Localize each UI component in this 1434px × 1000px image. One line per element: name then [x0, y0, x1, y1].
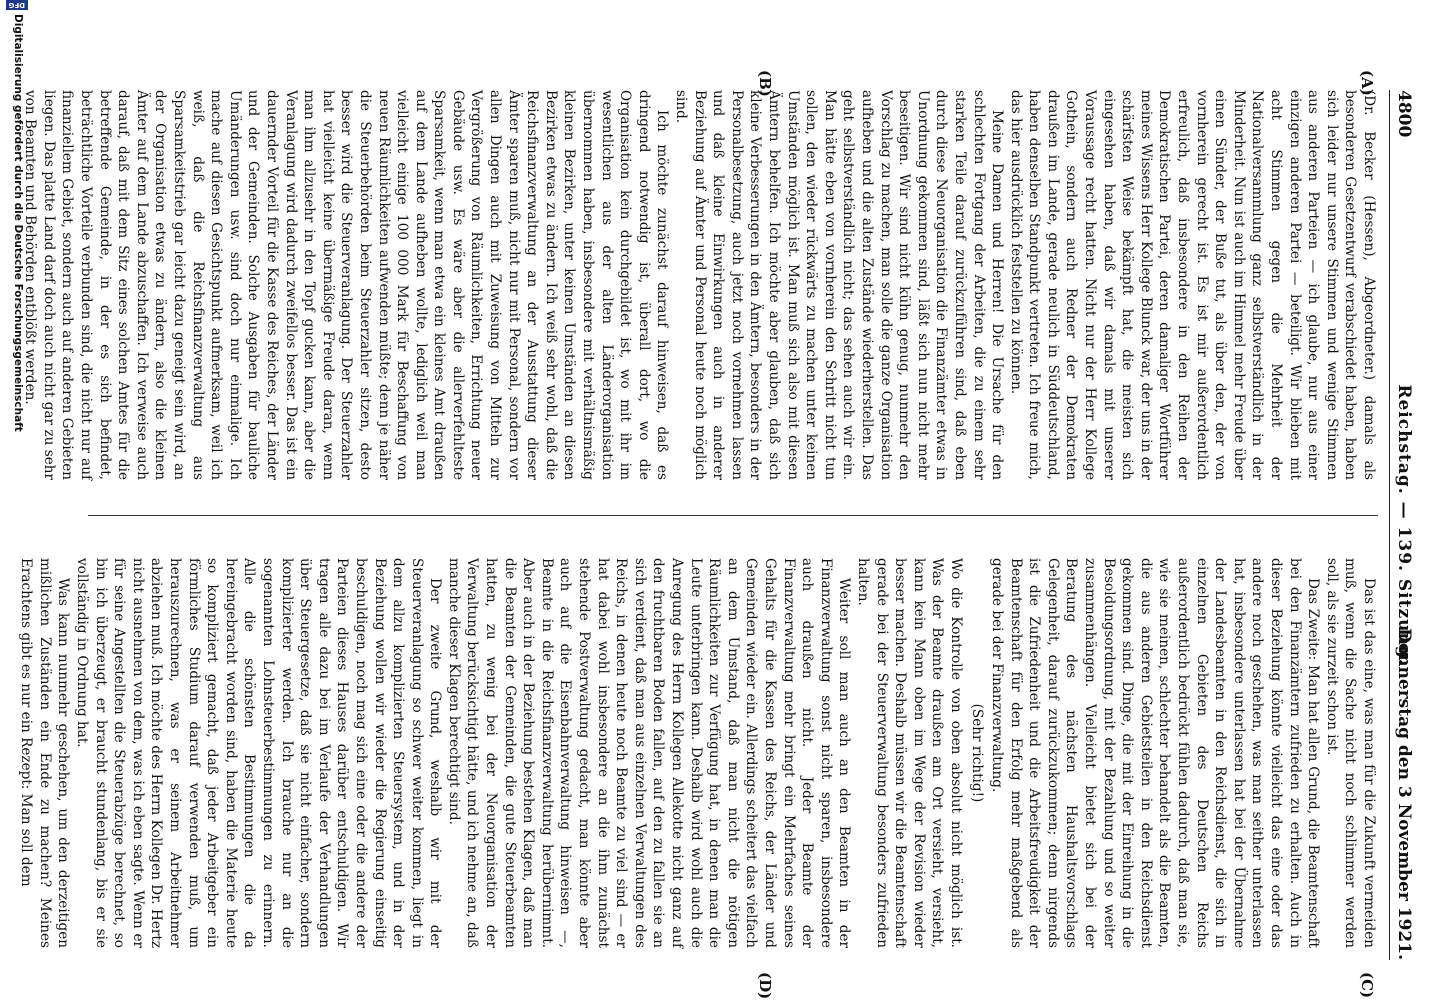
margin-letter-b: (B)	[756, 70, 774, 97]
page-footer	[0, 0, 30, 1000]
digitization-credit: Digitalisierung gefördert durch die Deutsche Forschungsgemeinschaft	[12, 14, 24, 432]
paragraph: Der zweite Grund, weshalb wir mit der Steuerveranlagung so schwer weiter kommen, liegt in dem allzu komplizierten Steuersystem, und in der Beziehung wollen wir wieder die Regierung einseitig beschuldigen, noch mag sich eine oder die andere der Parteien dieses Hauses darüber entschuldigen. Wir tragen alle dazu bei im Verlaufe der Verhandlungen über Steuergesetze, daß sie nicht einfacher, sondern komplizierter werden. Ich brauche nur an die sogenannten Lohnsteuerbestimmungen zu erinnern. Alle die schönsten Bestimmungen die da hereingebracht worden sind, haben die Materie heute so kompliziert gemacht, daß jeder Arbeitgeber ein förmliches Studium darauf verwenden muß, um herauszurechnen, was er seinem Arbeitnehmer abziehen muß. Ich möchte des Herrn Kollegen Dr. Hertz nicht ausnehmen von dem, was ich eben sagte. Wenn er für seine Angestellten die Steuerabzüge berechnet, so bin ich überzeugt, er braucht stundenlang, bis er sie vollständig in Ordnung hat.	[74, 558, 444, 948]
interjection: (Sehr richtig!)	[968, 703, 985, 803]
paragraph: Wo die Kontrolle von oben absolut nicht möglich ist. Was der Beamte draußen am Ort versieht, versieht, kann kein Mann oben im Wege der Revision wieder besser machen. Deshalb müssen wir die Beamtenschaft gerade bei der Steuerverwaltung besonders zufrieden halten.	[854, 558, 964, 948]
session-date: Donnerstag den 3 November 1921.	[1394, 628, 1414, 960]
paragraph: Was kann nunmehr geschehen, um den derzeitigen mißlichen Zuständen ein Ende zu machen? Meines Erachtens gibt es nur ein Rezept: Man soll dem	[18, 558, 72, 948]
margin-letter-a: (A)	[1358, 70, 1376, 96]
paragraph: Weiter soll man auch an den Beamten in der Finanzverwaltung sonst nicht sparen, insbesondere auch draußen nicht. Jeder Beamte der Finanzverwaltung mehr bringt ein Mehrfaches seines Gehalts für die Kassen des Reichs, der Länder und Gemeinden wieder ein. Allerdings scheitert das vielfach an dem Umstand, daß man nicht die nötigen Räumlichkeiten zur Verfügung hat, in denen man die Leute unterbringen kann. Deshalb wird wohl auch die Anregung des Herrn Kollegen Allekotte nicht ganz auf den fruchtbaren Boden fallen, auf den zu fallen sie an sich verdient, daß man aus einzelnen Verwaltungen des Reichs, in denen heute noch Beamte zu viel sind — er hat dabei wohl insbesondere an die ihm zunächst stehende Postverwaltung gedacht, man könnte aber auch auf die Eisenbahnverwaltung hinweisen —, Beamte in die Reichsfinanzverwaltung herübernimmt. Aber auch in der Beziehung bestehen Klagen, daß man die Beamten der Gemeinden, die gute Steuerbeamten hatten, zu wenig bei der Neuorganisation der Verwaltung berücksichtigt hätte, und ich nehme an, daß manche dieser Klagen berechtigt sind.	[445, 558, 853, 948]
paragraph: Das ist das eine, was man für die Zukunft vermeiden muß, wenn die Sache nicht noch schlimmer werden soll, als sie zurzeit schon ist.	[1323, 558, 1377, 948]
paragraph: Ich möchte zunächst darauf hinweisen, daß es dringend notwendig ist, überall dort, wo die Organisation kein durchgebildet ist, wo mit ihr im wesentlichen aus der alten Länderorganisation übernommen haben, insbesondere mit verhältnismäßig kleinen Bezirken, unter keinen Umständen an diesen Bezirken etwas zu ändern. Ich weiß sehr wohl, daß die Reichsfinanzverwaltung an der Ausstattung dieser Ämter sparen muß, nicht nur mit Personal, sondern vor allen Dingen auch mit Zuweisung von Mitteln zur Vergrößerung von Räumlichkeiten, Errichtung neuer Gebäude usw. Es wäre aber die allerverfehlteste Sparsamkeit, wenn man etwa ein kleines Amt draußen auf dem Lande aufheben wollte, lediglich weil man vielleicht einige 100 000 Mark für Beschaffung von neuen Räumlichkeiten aufwenden müßte; denn je näher die Steuerbehörden beim Steuerzahler sitzen, desto besser wird die Steuerveranlagung. Der Steuerzahler hat vielleicht keine übermäßige Freude daran, wenn man ihm allzusehr in den Topf gucken kann, aber die Veranlagung wird dadurch zweifellos besser. Das ist ein dauernder Vorteil für die Kasse des Reiches, der Länder und der Gemeinden. Solche Ausgaben für bauliche Umänderungen usw. sind doch nur einmalige. Ich mache auf diesen Gesichtspunkt aufmerksam, weil ich weiß, daß die Reichsfinanzverwaltung aus Sparsamkeitstrieb gar leicht dazu geneigt sein wird, an der Organisation etwas zu ändern, also die kleinen Ämter auf dem Lande abzuschaffen. Ich verweise auch darauf, daß mit dem Sitz eines solchen Amtes für die betreffende Gemeinde, in der es sich befindet, beträchtliche Vorteile verbunden sind, die nicht nur auf finanziellem Gebiet, sondern auch auf anderen Gebieten liegen. Das platte Land darf doch auch nicht gar zu sehr von Beamten und Behörden entblößt werden.	[22, 90, 671, 480]
paragraph: Meine Damen und Herren! Die Ursache für den schlechten Fortgang der Arbeiten, die zu einem sehr starken Teile darauf zurückzuführen sind, daß eben durch diese Neuorganisation die Finanzämter etwas in Unordnung gekommen sind, läßt sich nun nicht mehr beseitigen. Wir sind nicht kühn genug, nunmehr den Vorschlag zu machen, man solle die ganze Organisation aufheben und die alten Zustände wiederherstellen. Das geht selbstverständlich nicht; das sehen auch wir ein. Man hätte eben von vornherein den Schritt nicht tun sollen, den wieder rückwärts zu machen unter keinen Umständen möglich ist. Man muß sich also mit diesen Ämtern behelfen. Ich möchte aber glauben, daß sich kleine Verbesserungen in den Ämtern, besonders in der Personalbesetzung, auch jetzt noch vornehmen lassen und daß kleine Einwirkungen auch in anderer Beziehung auf Ämter und Personal heute noch möglich sind.	[673, 90, 1006, 480]
column-divider	[88, 515, 1378, 516]
session-title: Reichstag. — 139. Sitzung.	[1394, 384, 1414, 666]
right-text-column	[18, 558, 1378, 948]
page-number: 4800	[1394, 90, 1414, 138]
page-header	[1389, 90, 1416, 960]
margin-letter-d: (D)	[756, 972, 774, 1000]
paragraph: (Dr. Becker (Hessen), Abgeordneter.) damals als besonderen Gesetzentwurf verabschiedet haben, haben sich leider nur unsere Stimmen und wenige Stimmen aus anderen Parteien — ich glaube, nur aus einer einzigen anderen Partei — beteiligt. Wir blieben mit acht Stimmen gegen die Mehrheit der Nationalversammlung ganz selbstverständlich in der Minderheit. Nun ist auch im Himmel mehr Freude über einen Sünder, der Buße tut, als über den, der von vornherein gerecht ist. Es ist mir außerordentlich erfreulich, daß insbesondere in den Reihen der Demokratischen Partei, deren damaliger Wortführer meines Wissens Herr Kollege Blunck war, der uns in der schärfsten Weise bekämpft hat, die meisten sich eingesehen haben, daß wir damals mit unserer Voraussage recht hatten. Nicht nur der Herr Kollege Gothein, sondern auch Redner der Demokraten draußen im Lande, gerade neulich in Süddeutschland, haben denselben Standpunkt vertreten. Ich freue mich, das hier ausdrücklich feststellen zu können.	[1007, 90, 1377, 480]
margin-letter-c: (C)	[1358, 972, 1376, 999]
paragraph: Das Zweite: Man hat allen Grund, die Beamtenschaft bei den Finanzämtern zufrieden zu erhalten. Auch in dieser Beziehung könnte vielleicht das eine oder das andere noch geschehen, was man seither unterlassen hat, insbesondere unterlassen hat bei der Übernahme der Landesbeamten in den Reichsdienst, die sich in einzelnen Gebieten des Deutschen Reichs außerordentlich bedrückt fühlen dadurch, daß man sie, wie sie meinen, schlechter behandelt als die Beamten, die aus anderen Gebietsteilen in den Reichsdienst gekommen sind. Dinge, die mit der Einreihung in die Besoldungsordnung, mit der Bezahlung und so weiter zusammenhängen. Vielleicht bietet sich bei der Beratung des nächsten Haushaltsvorschlags Gelegenheit, darauf zurückzukommen; denn nirgends ist die Zufriedenheit und die Arbeitsfreudigkeit der Beamtenschaft für den Erfolg mehr maßgebend als gerade bei der Finanzverwaltung.	[989, 558, 1322, 948]
dfg-logo-icon: DFG	[6, 0, 28, 10]
left-text-column	[22, 90, 1378, 480]
